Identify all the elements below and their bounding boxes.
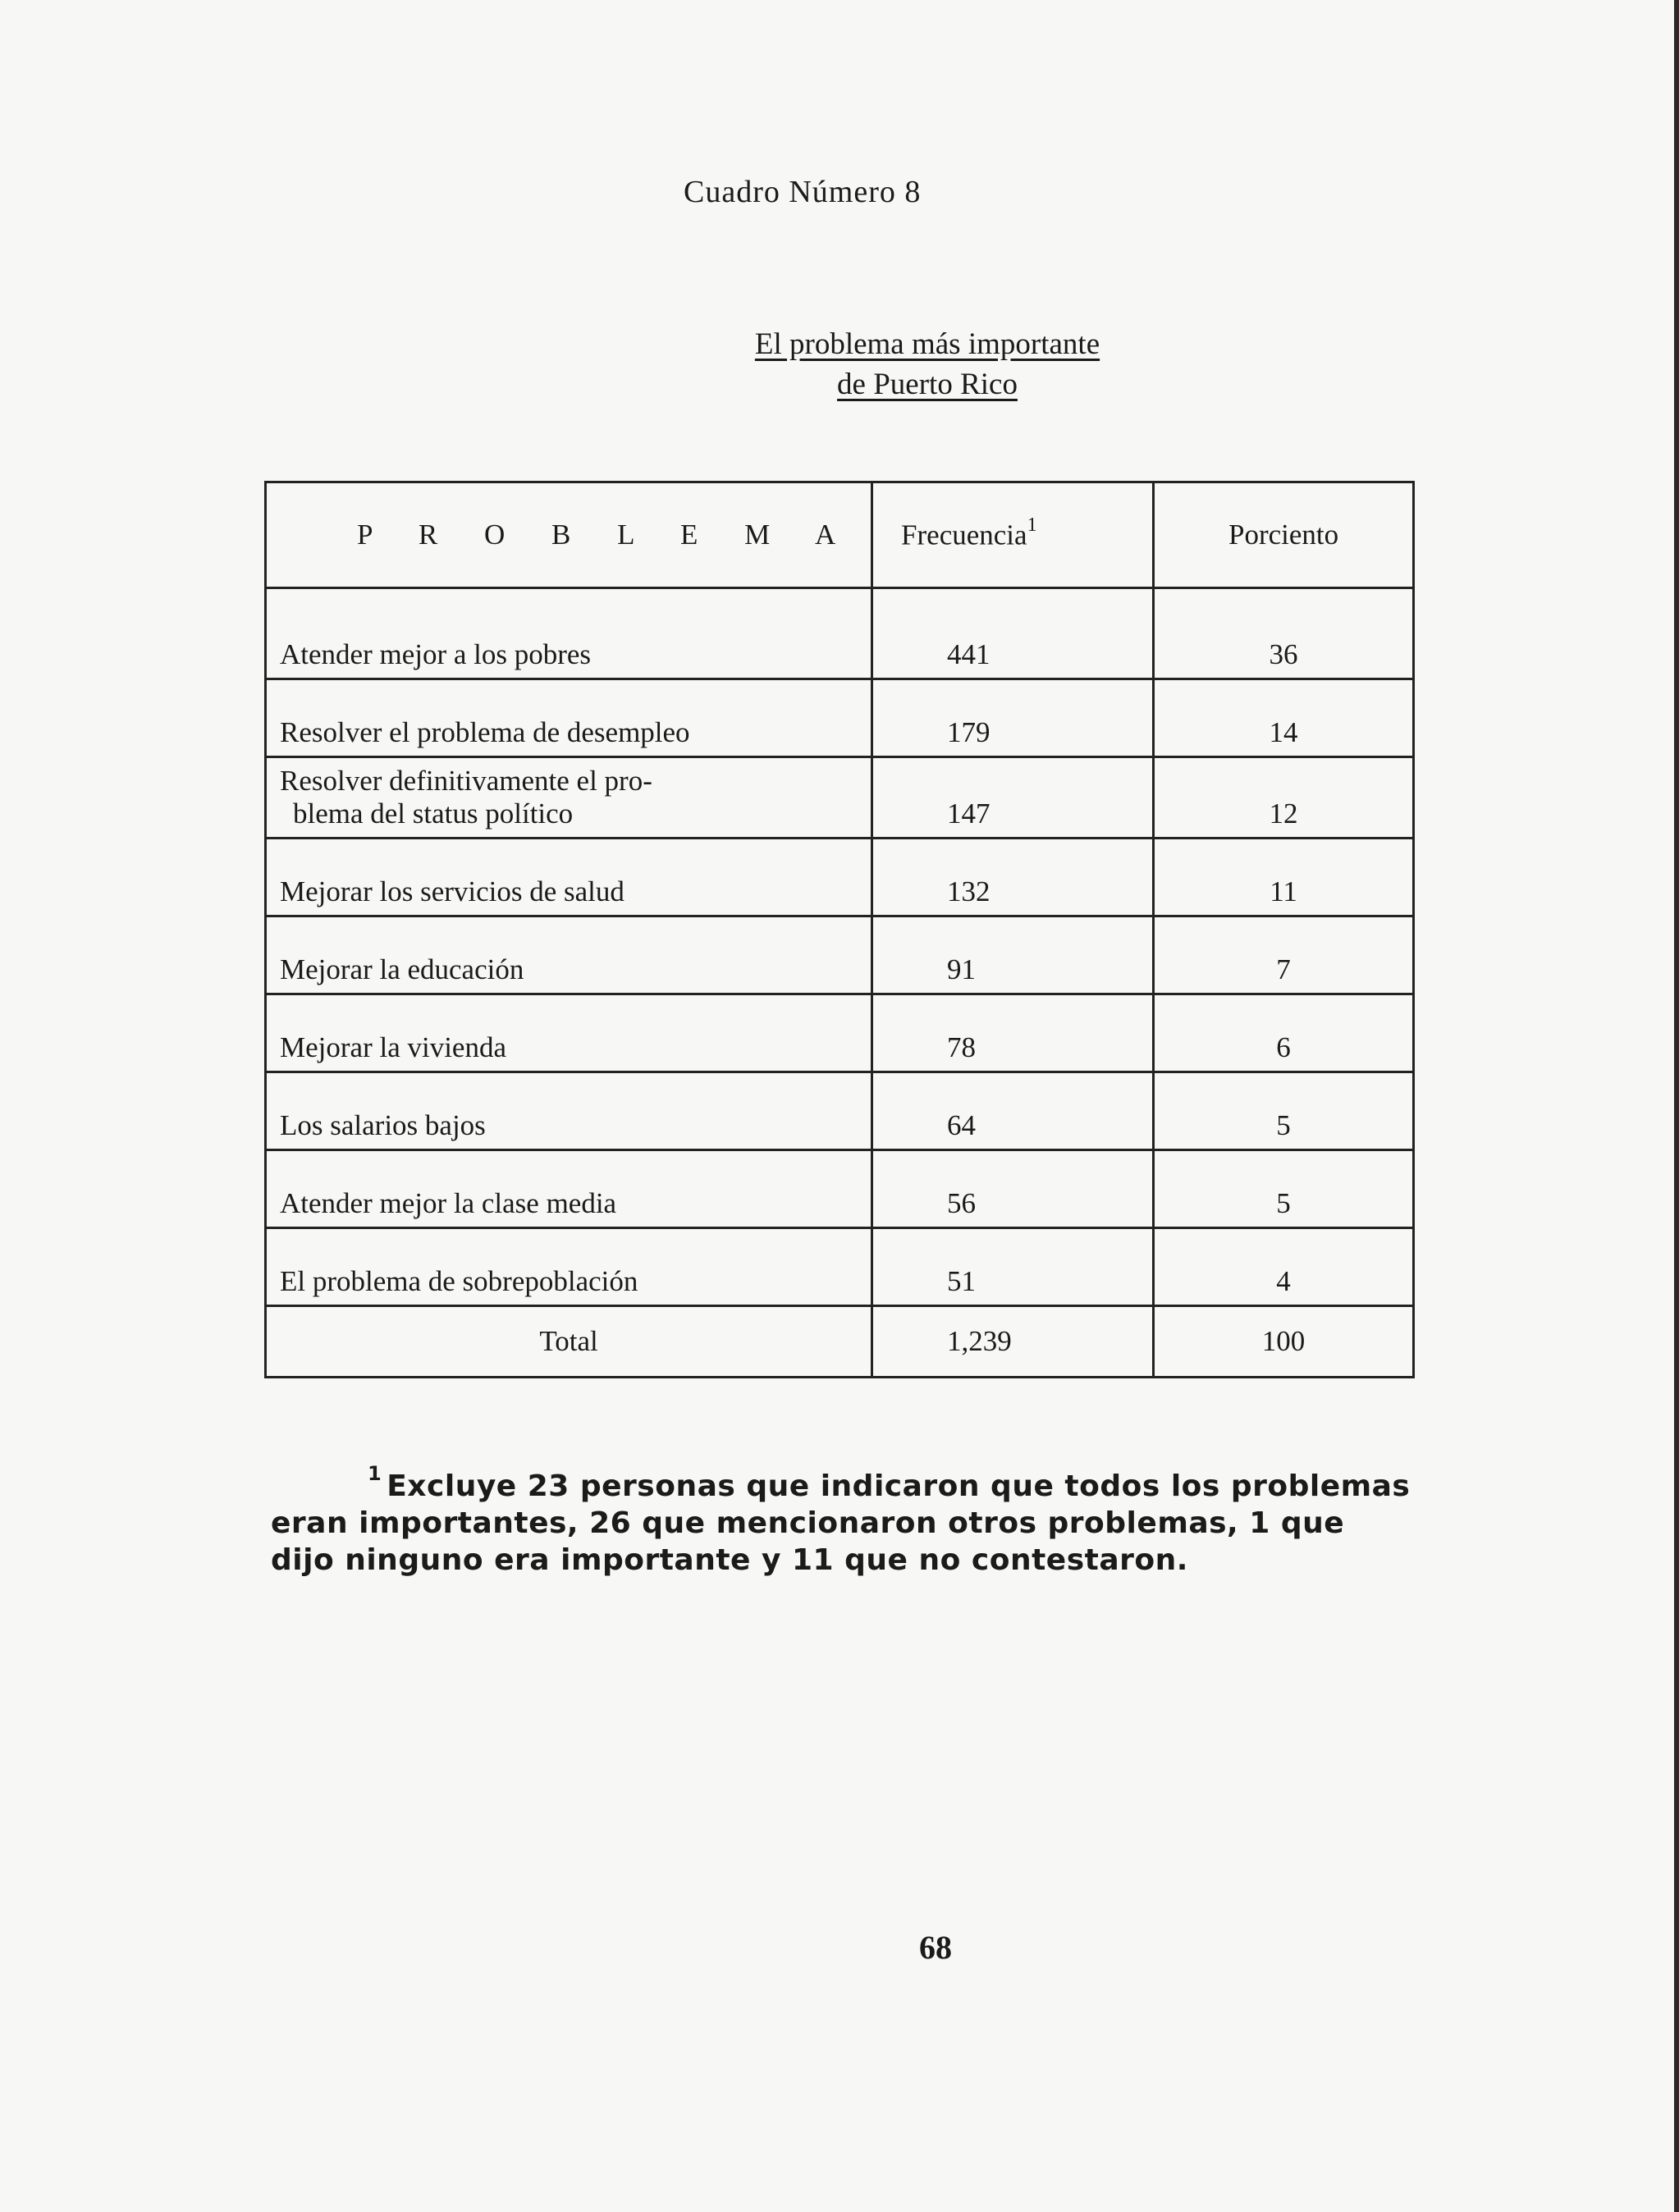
table-row [266, 839, 1414, 916]
footnote [271, 1460, 1411, 1579]
cell-frecuencia: 64 [872, 1072, 1154, 1150]
cell-frecuencia: 441 [872, 588, 1154, 679]
table-row [266, 1150, 1414, 1228]
table-row [266, 679, 1414, 757]
cell-problema: Atender mejor la clase media [266, 1150, 872, 1228]
footnote-text: Excluye 23 personas que indicaron que todos los problemas eran importantes, 26 que mencionaron otros problemas, 1 que dijo ninguno era importante y 11 que no contestaron. [271, 1469, 1411, 1577]
total-row [266, 1306, 1414, 1378]
cell-problema-line1: Resolver definitivamente el pro- [280, 765, 652, 797]
header-problema: P R O B L E M A [266, 482, 872, 588]
table-row [266, 588, 1414, 679]
total-label: Total [266, 1306, 872, 1378]
cell-problema [266, 757, 872, 839]
cell-frecuencia: 51 [872, 1228, 1154, 1306]
cell-frecuencia: 56 [872, 1150, 1154, 1228]
cell-porciento: 5 [1154, 1150, 1414, 1228]
cell-problema: Los salarios bajos [266, 1072, 872, 1150]
table-subtitle-line2: de Puerto Rico [837, 368, 1018, 401]
cell-porciento: 11 [1154, 839, 1414, 916]
cell-porciento: 14 [1154, 679, 1414, 757]
cell-problema: Mejorar la educación [266, 916, 872, 994]
cell-frecuencia: 147 [872, 757, 1154, 839]
cell-porciento: 4 [1154, 1228, 1414, 1306]
header-frecuencia [872, 482, 1154, 588]
table-heading: Cuadro Número 8 [684, 175, 922, 209]
total-frecuencia: 1,239 [872, 1306, 1154, 1378]
cell-porciento: 7 [1154, 916, 1414, 994]
cell-porciento: 12 [1154, 757, 1414, 839]
cell-frecuencia: 91 [872, 916, 1154, 994]
table-row [266, 1072, 1414, 1150]
cell-problema: Mejorar los servicios de salud [266, 839, 872, 916]
cell-problema-line2: blema del status político [293, 798, 574, 830]
cell-porciento: 5 [1154, 1072, 1414, 1150]
footnote-mark: 1 [368, 1462, 382, 1485]
cell-porciento: 6 [1154, 994, 1414, 1072]
total-porciento: 100 [1154, 1306, 1414, 1378]
cell-frecuencia: 132 [872, 839, 1154, 916]
table-subtitle-line1: El problema más importante [754, 327, 1100, 361]
cell-frecuencia: 78 [872, 994, 1154, 1072]
table-row [266, 757, 1414, 839]
cell-frecuencia: 179 [872, 679, 1154, 757]
cell-porciento: 36 [1154, 588, 1414, 679]
header-frecuencia-label: Frecuencia [901, 519, 1027, 551]
cell-problema: El problema de sobrepoblación [266, 1228, 872, 1306]
table-header [266, 482, 1414, 588]
footnote-reference: 1 [1027, 514, 1037, 537]
table-row [266, 916, 1414, 994]
data-table [264, 481, 1415, 1378]
cell-problema: Resolver el problema de desempleo [266, 679, 872, 757]
table-row [266, 994, 1414, 1072]
header-row [266, 482, 1414, 588]
cell-problema: Mejorar la vivienda [266, 994, 872, 1072]
table-body [266, 588, 1414, 1378]
table-row [266, 1228, 1414, 1306]
header-porciento: Porciento [1154, 482, 1414, 588]
page-number: 68 [919, 1929, 952, 1966]
cell-problema: Atender mejor a los pobres [266, 588, 872, 679]
